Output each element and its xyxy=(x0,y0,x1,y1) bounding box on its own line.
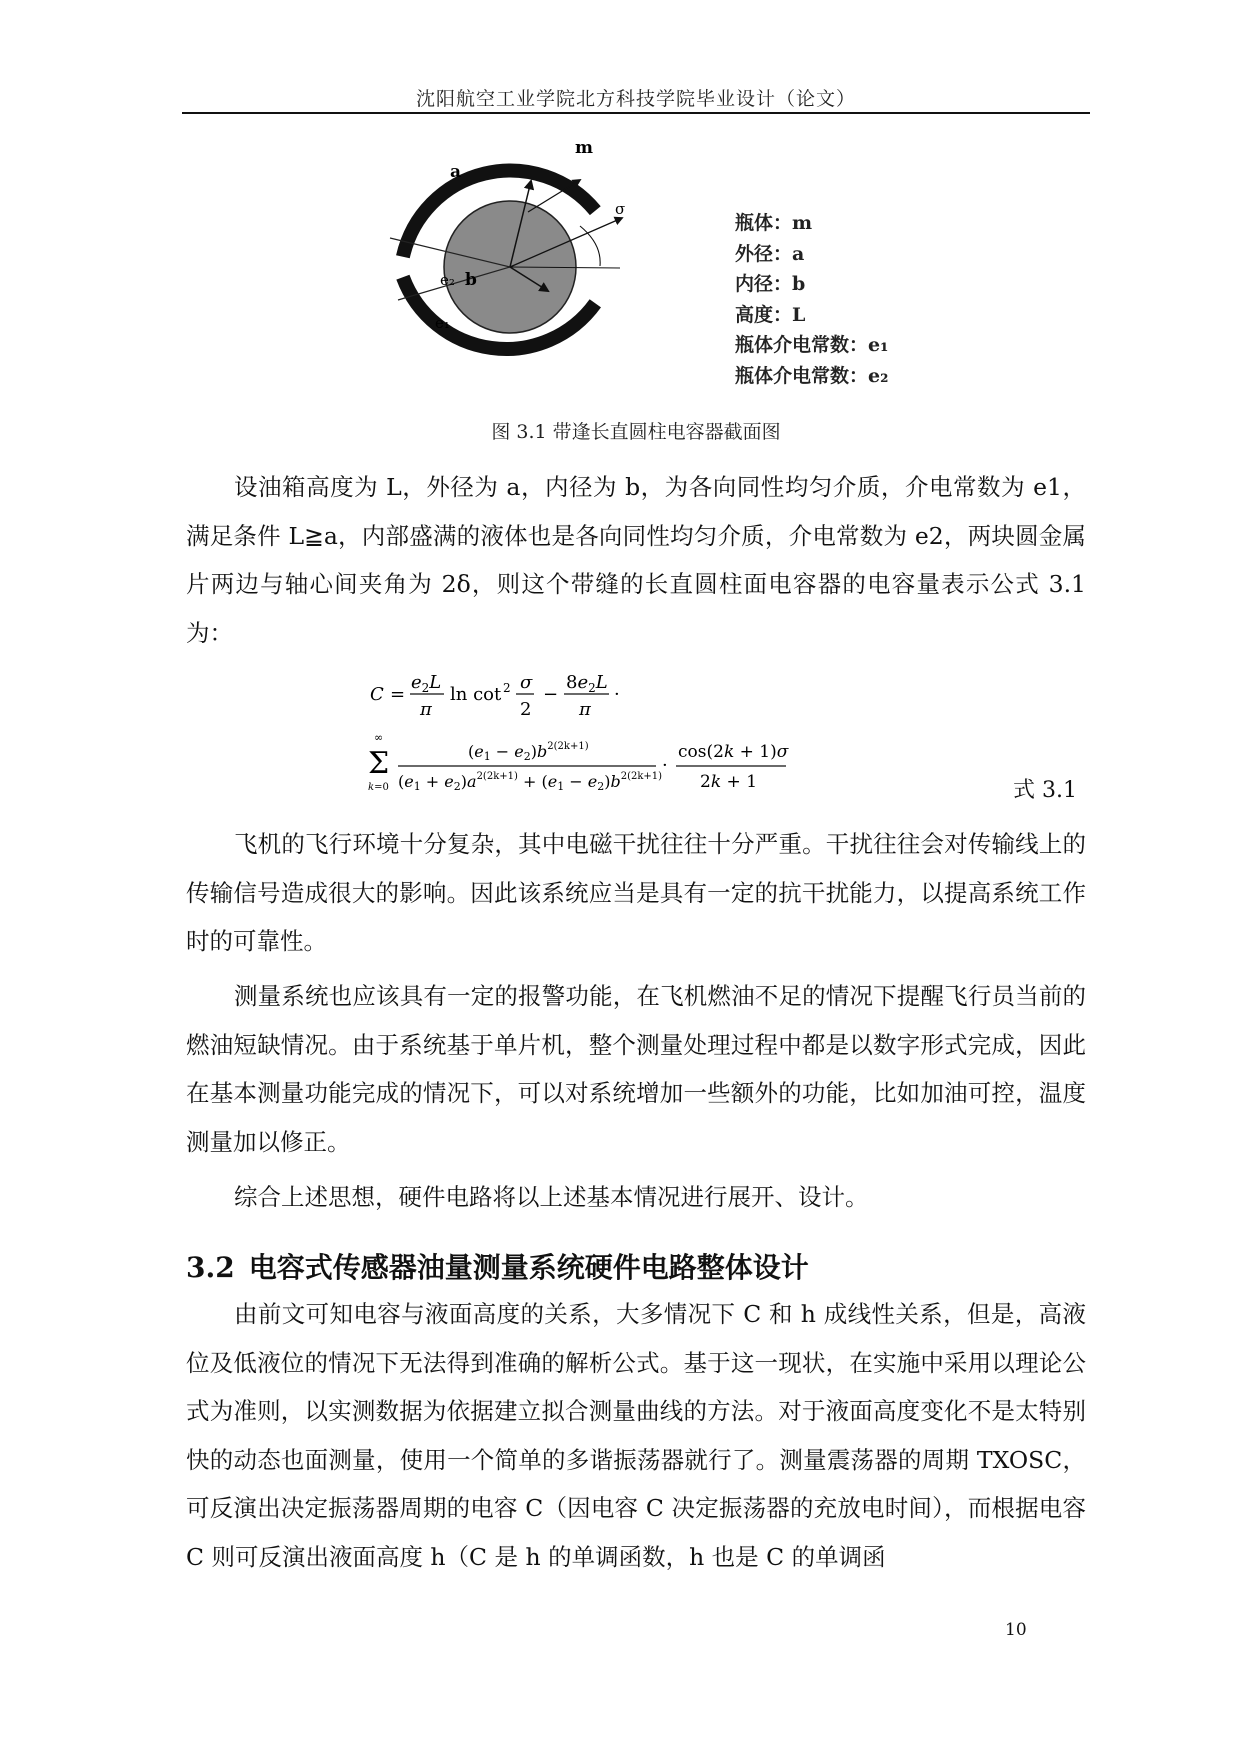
formula-render xyxy=(368,663,848,803)
svg-text:cos(2k + 1)σ: cos(2k + 1)σ xyxy=(678,742,789,762)
svg-text:(e1 − e2)b2(2k+1): $(e1 - e2)b^{2(2k+1)}$ xyxy=(468,741,589,763)
section-heading xyxy=(186,1246,809,1286)
svg-text:π: π xyxy=(579,699,591,720)
legend-item: 外径：a xyxy=(735,242,805,265)
figure-legend xyxy=(735,208,888,391)
legend-item: 瓶体介电常数：e₂ xyxy=(735,364,889,387)
legend-item: 瓶体介电常数：e₁ xyxy=(735,334,889,356)
svg-text:σ: σ xyxy=(520,672,533,693)
capacitance-formula xyxy=(368,663,848,803)
label-m: m xyxy=(575,138,593,158)
page-number: 10 xyxy=(1005,1620,1027,1640)
label-b: b xyxy=(465,270,477,290)
svg-text:=: = xyxy=(390,684,406,705)
label-e1: e₁ xyxy=(435,314,450,332)
label-e2: e₂ xyxy=(440,271,455,289)
svg-text:2: 2 xyxy=(520,699,532,720)
svg-text:e2L: $e_2L$ xyxy=(411,672,442,695)
header-rule xyxy=(182,112,1090,114)
svg-text:π: π xyxy=(420,699,432,720)
cross-section-diagram xyxy=(390,138,730,403)
section-title: 电容式传感器油量测量系统硬件电路整体设计 xyxy=(248,1251,809,1284)
svg-text:ln cot: ln cot xyxy=(450,684,502,705)
svg-text:·: · xyxy=(614,684,620,705)
svg-text:2k + 1: 2k + 1 xyxy=(700,772,758,792)
legend-item: 高度：L xyxy=(735,303,806,326)
svg-text:−: − xyxy=(543,684,559,705)
svg-text:k=0: k=0 xyxy=(368,782,389,793)
paragraph-2: 飞机的飞行环境十分复杂，其中电磁干扰往往十分严重。干扰往往会对传输线上的传输信号造成很大的影响。因此该系统应当是具有一定的抗干扰能力，以提高系统工作时的可靠性。 xyxy=(186,830,1086,955)
label-a: a xyxy=(450,162,462,182)
equation-label: 式 3.1 xyxy=(1013,778,1077,803)
svg-text:2: 2 xyxy=(503,681,511,695)
legend-item: 内径：b xyxy=(735,273,806,295)
svg-text:∞: ∞ xyxy=(374,731,384,744)
figure-caption: 图 3.1 带逢长直圆柱电容器截面图 xyxy=(491,421,781,443)
svg-text:C: C xyxy=(370,684,384,705)
label-sigma: σ xyxy=(615,200,626,218)
paragraph-5: 由前文可知电容与液面高度的关系，大多情况下 C 和 h 成线性关系，但是，高液位及低液位的情况下无法得到准确的解析公式。基于这一现状，在实施中采用以理论公式为准则，以实测数据为依据建立拟合测量曲线的方法。对于液面高度变化不是太特别快的动态也面测量，使用一个简单的多谐振荡器就行了。测量震荡器的周期 TXOSC，可反演出决定振荡器周期的电容 C（因电容 C 决定振荡器的充放电时间），而根据电容 C 则可反演出液面高度 h（C 是 h 的单调函数，h 也是 C 的单调函 xyxy=(186,1300,1086,1571)
paragraph-1: 设油箱高度为 L，外径为 a，内径为 b，为各向同性均匀介质，介电常数为 e1，满足条件 L≧a，内部盛满的液体也是各向同性均匀介质，介电常数为 e2，两块圆金属片两边与轴心间夹角为 2δ，则这个带缝的长直圆柱面电容器的电容量表示公式 3.1 为： xyxy=(186,473,1086,647)
svg-text:(e1 + e2)a2(2k+1) + (e1 − e2)b: $(e1 + e2)a^{2(2k+1)} + (e1 - e2)b^{2(2k+1)}$ xyxy=(398,771,663,793)
paragraph-4: 综合上述思想，硬件电路将以上述基本情况进行展开、设计。 xyxy=(234,1183,869,1211)
svg-text:Σ: Σ xyxy=(368,746,390,781)
capacitor-cross-section-figure xyxy=(390,138,950,403)
svg-text:8e2L: $8e_2L$ xyxy=(566,672,608,695)
legend-item: 瓶体：m xyxy=(735,212,813,234)
running-header: 沈阳航空工业学院北方科技学院毕业设计（论文） xyxy=(415,88,856,110)
svg-text:·: · xyxy=(662,755,668,776)
section-number: 3.2 xyxy=(186,1251,235,1284)
paragraph-3: 测量系统也应该具有一定的报警功能，在飞机燃油不足的情况下提醒飞行员当前的燃油短缺情况。由于系统基于单片机，整个测量处理过程中都是以数字形式完成，因此在基本测量功能完成的情况下，可以对系统增加一些额外的功能，比如加油可控，温度测量加以修正。 xyxy=(186,982,1086,1156)
